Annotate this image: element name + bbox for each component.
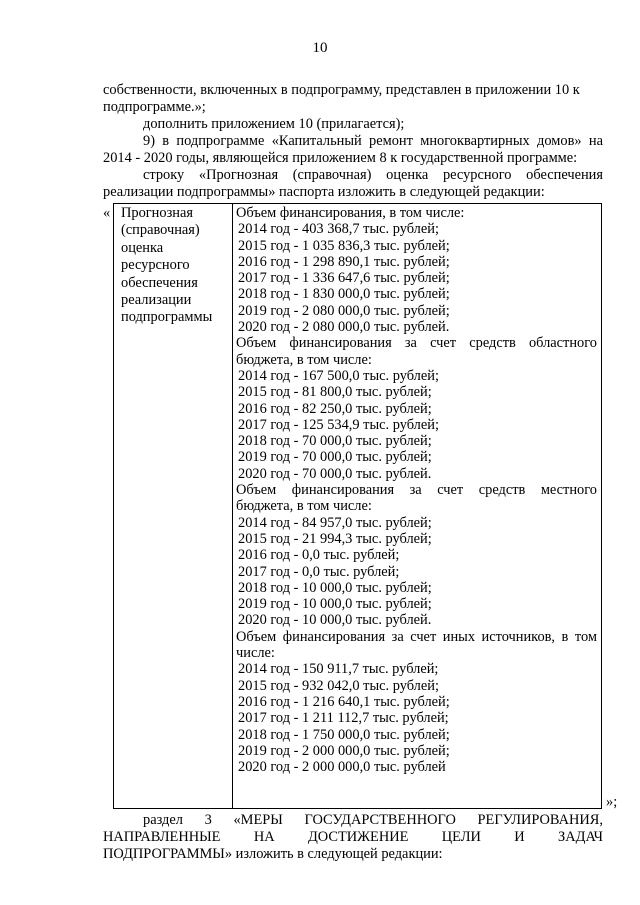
funding-year-line: 2019 год - 10 000,0 тыс. рублей; [238, 596, 432, 613]
section-heading: Объем финансирования за счет иных источников, в том числе: [236, 628, 597, 662]
outro-line-3: ПОДПРОГРАММЫ» изложить в следующей редакции: [103, 846, 443, 862]
funding-year-line: 2017 год - 1 336 647,6 тыс. рублей; [238, 270, 450, 287]
intro-line-3: дополнить приложением 10 (прилагается); [143, 116, 405, 132]
funding-year-line: 2020 год - 70 000,0 тыс. рублей. [238, 465, 432, 482]
table-quote-close: »; [606, 794, 618, 810]
funding-year-line: 2017 год - 1 211 112,7 тыс. рублей; [238, 710, 449, 727]
funding-year-line: 2017 год - 0,0 тыс. рублей; [238, 563, 400, 580]
table-right-cell [233, 204, 601, 808]
funding-year-line: 2016 год - 1 298 890,1 тыс. рублей; [238, 253, 450, 270]
intro-para-9: 9) в подпрограмме «Капитальный ремонт многоквартирных домов» на 2014 - 2020 годы, являющейся приложением 8 к государственной программе: [103, 133, 603, 166]
intro-block [103, 82, 603, 201]
funding-year-line: 2019 год - 70 000,0 тыс. рублей; [238, 449, 432, 466]
funding-year-line: 2016 год - 82 250,0 тыс. рублей; [238, 400, 432, 417]
funding-year-line: 2014 год - 84 957,0 тыс. рублей; [238, 514, 432, 531]
left-cell-line: ресурсного [121, 257, 190, 274]
funding-year-line: 2015 год - 1 035 836,3 тыс. рублей; [238, 237, 450, 254]
funding-year-line: 2020 год - 10 000,0 тыс. рублей. [238, 612, 432, 629]
funding-year-line: 2015 год - 932 042,0 тыс. рублей; [238, 677, 439, 694]
section-heading: Объем финансирования за счет средств областного бюджета, в том числе: [236, 335, 597, 368]
left-cell-line: подпрограммы [121, 309, 213, 326]
intro-line-1: собственности, включенных в подпрограмму, представлен в приложении 10 к [103, 82, 580, 98]
funding-year-line: 2019 год - 2 000 000,0 тыс. рублей; [238, 742, 450, 759]
intro-para-row: строку «Прогнозная (справочная) оценка ресурсного обеспечения реализации подпрограммы» паспорта изложить в следующей редакции: [103, 167, 603, 200]
left-cell-line: оценка [121, 239, 164, 256]
funding-year-line: 2020 год - 2 080 000,0 тыс. рублей. [238, 319, 450, 336]
section-heading: Объем финансирования, в том числе: [236, 205, 465, 221]
funding-year-line: 2014 год - 150 911,7 тыс. рублей; [238, 661, 439, 678]
outro-line-1: раздел 3 «МЕРЫ ГОСУДАРСТВЕННОГО РЕГУЛИРОВАНИЯ, [143, 812, 603, 828]
outro-block [103, 812, 603, 863]
funding-year-line: 2018 год - 70 000,0 тыс. рублей; [238, 433, 432, 450]
section-heading: Объем финансирования за счет средств местного бюджета, в том числе: [236, 482, 597, 515]
funding-year-line: 2018 год - 1 830 000,0 тыс. рублей; [238, 286, 450, 303]
left-cell-line: реализации [121, 292, 192, 309]
funding-year-line: 2014 год - 403 368,7 тыс. рублей; [238, 221, 439, 238]
funding-year-line: 2016 год - 1 216 640,1 тыс. рублей; [238, 693, 450, 710]
table-left-cell [114, 204, 233, 808]
funding-year-line: 2019 год - 2 080 000,0 тыс. рублей; [238, 302, 450, 319]
funding-year-line: 2015 год - 81 800,0 тыс. рублей; [238, 384, 432, 401]
funding-year-line: 2016 год - 0,0 тыс. рублей; [238, 547, 400, 564]
left-cell-line: Прогнозная [121, 205, 193, 221]
funding-year-line: 2020 год - 2 000 000,0 тыс. рублей [238, 759, 446, 776]
outro-line-2: НАПРАВЛЕННЫЕ НА ДОСТИЖЕНИЕ ЦЕЛИ И ЗАДАЧ [103, 829, 603, 845]
funding-year-line: 2017 год - 125 534,9 тыс. рублей; [238, 416, 439, 433]
intro-line-2: подпрограмме.»; [103, 99, 206, 115]
funding-year-line: 2014 год - 167 500,0 тыс. рублей; [238, 367, 439, 384]
funding-year-line: 2018 год - 1 750 000,0 тыс. рублей; [238, 726, 450, 743]
left-cell-line: (справочная) [121, 222, 200, 239]
table-quote-open: « [103, 205, 111, 221]
left-cell-line: обеспечения [121, 274, 198, 291]
passport-table [113, 203, 602, 809]
funding-year-line: 2015 год - 21 994,3 тыс. рублей; [238, 530, 432, 547]
page-number: 10 [312, 40, 328, 56]
funding-year-line: 2018 год - 10 000,0 тыс. рублей; [238, 579, 432, 596]
